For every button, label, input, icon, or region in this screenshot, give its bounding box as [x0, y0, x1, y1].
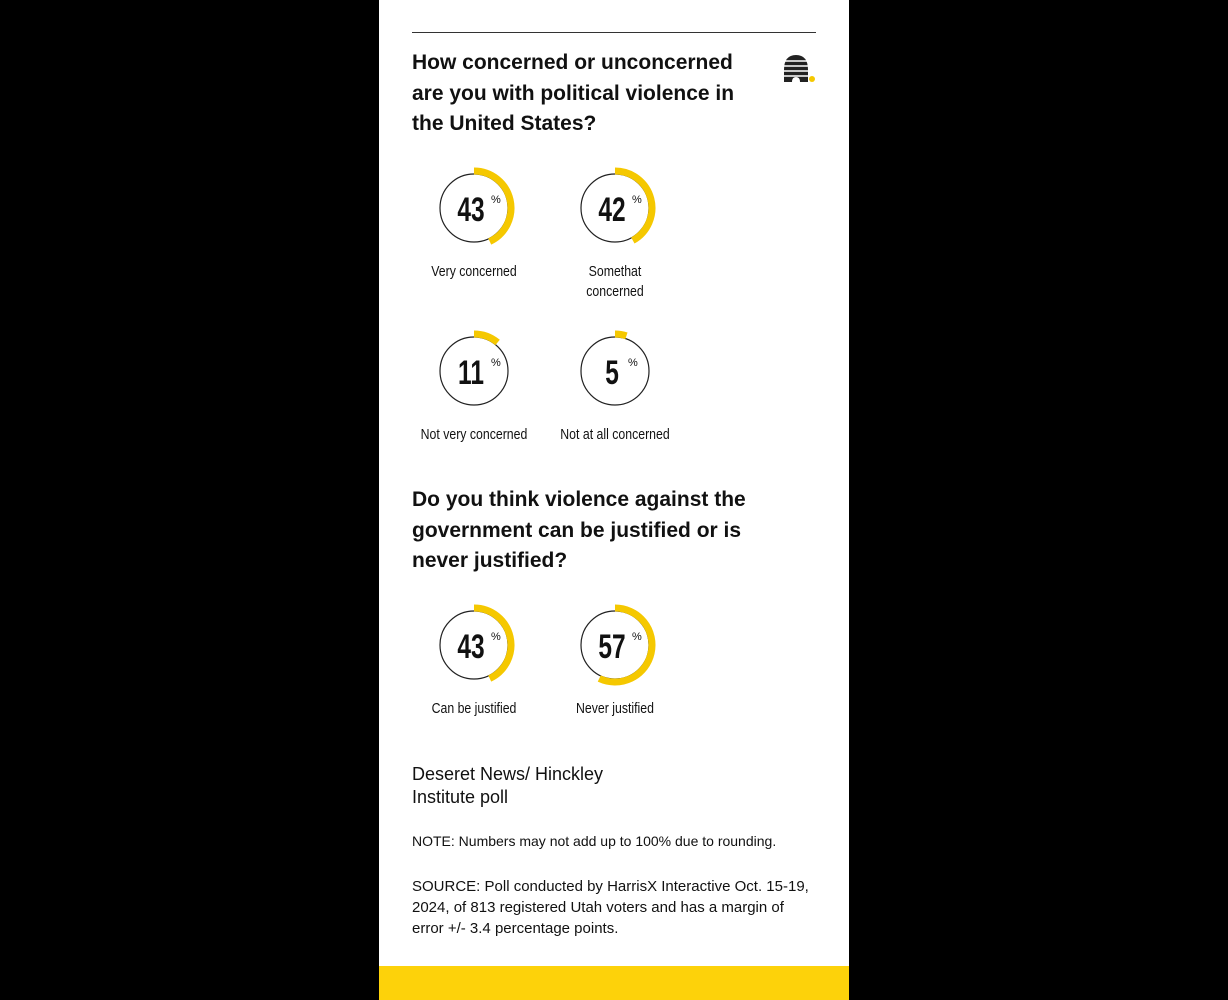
donut-item	[545, 599, 685, 719]
category-label: Not very concerned	[420, 426, 528, 443]
percent-sign: %	[491, 631, 501, 643]
note-text: NOTE: Numbers may not add up to 100% due to rounding.	[412, 833, 777, 849]
category-label: Very concerned	[431, 263, 517, 280]
category-label: Never justified	[576, 700, 654, 717]
donut-chart	[429, 599, 519, 691]
category-label: Somethat concerned	[586, 263, 644, 300]
donut-item	[404, 162, 544, 282]
value-label: 11	[458, 354, 484, 393]
footer-accent-bar	[379, 966, 849, 1000]
donut-item	[545, 162, 685, 302]
donut-chart	[570, 162, 660, 254]
value-label: 43	[457, 628, 485, 667]
infographic-panel	[379, 0, 849, 1000]
question-1-title: How concerned or unconcerned are you with political violence in the United States?	[412, 51, 735, 135]
donut-item	[404, 599, 544, 719]
donut-chart	[570, 599, 660, 691]
donut-arc	[474, 334, 498, 342]
source-text: SOURCE: Poll conducted by HarrisX Interactive Oct. 15-19, 2024, of 813 registered Utah voters and has a margin of error +/- 3.4 percentage points.	[412, 878, 809, 937]
beehive-logo-icon	[776, 52, 818, 86]
percent-sign: %	[628, 357, 638, 369]
donut-chart	[429, 325, 519, 417]
donut-item	[404, 325, 544, 445]
value-label: 42	[598, 191, 626, 230]
value-label: 5	[605, 354, 619, 393]
category-label: Can be justified	[431, 700, 517, 717]
percent-sign: %	[491, 357, 501, 369]
question-2-title: Do you think violence against the government can be justified or is never justified?	[412, 488, 746, 572]
donut-chart	[429, 162, 519, 254]
donut-chart	[570, 325, 660, 417]
percent-sign: %	[491, 194, 501, 206]
value-label: 57	[598, 628, 626, 667]
percent-sign: %	[632, 631, 642, 643]
category-label: Not at all concerned	[560, 426, 670, 443]
value-label: 43	[457, 191, 485, 230]
percent-sign: %	[632, 194, 642, 206]
donut-item	[545, 325, 685, 445]
top-divider	[412, 32, 816, 33]
source-title: Deseret News/ Hinckley Institute poll	[412, 764, 604, 807]
donut-arc	[615, 334, 626, 336]
